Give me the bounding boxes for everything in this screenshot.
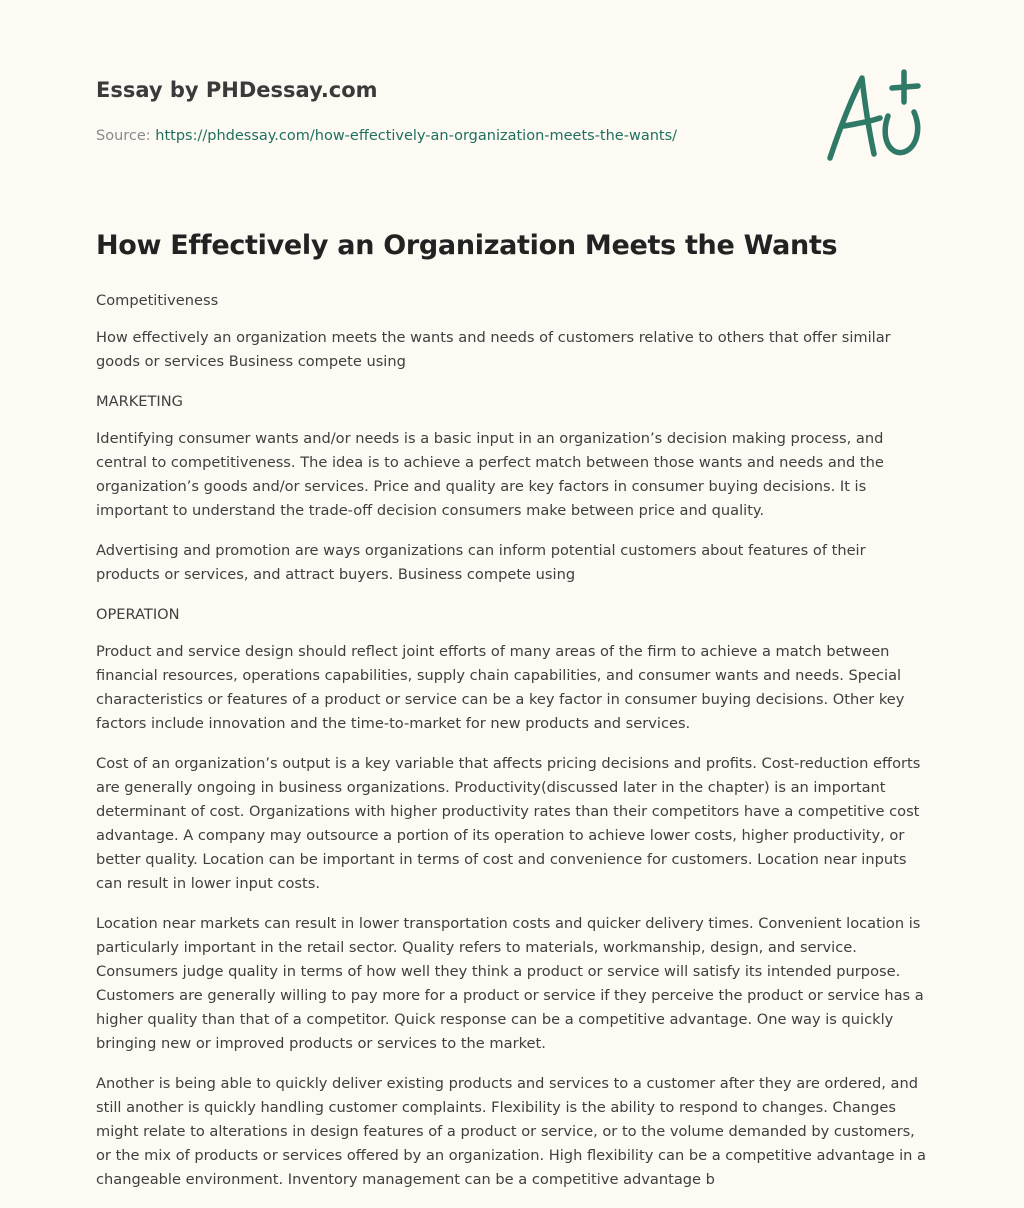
a-plus-logo-icon — [818, 66, 930, 166]
paragraph: Location near markets can result in lower transportation costs and quicker delivery times. Convenient location is particularly important in the retail sector. Quality refers to materials, workmanship, design, and service. Consumers judge quality in terms of how well they think a product or service will satisfy its intended purpose. Customers are generally willing to pay more for a product or service if they perceive the product or service has a higher quality than that of a competitor. Quick response can be a competitive advantage. One way is quickly bringing new or improved products or services to the market. — [96, 915, 924, 1052]
article-title: How Effectively an Organization Meets the Wants — [96, 230, 838, 261]
section-heading: MARKETING — [96, 393, 183, 410]
section-heading: Competitiveness — [96, 292, 219, 309]
source-line — [96, 126, 796, 146]
paragraph: Product and service design should reflect joint efforts of many areas of the firm to achieve a match between financial resources, operations capabilities, supply chain capabilities, and consumer wants and needs. Special characteristics or features of a product or service can be a key factor in consumer buying decisions. Other key factors include innovation and the time-to-market for new products and services. — [96, 643, 905, 732]
site-brand: Essay by PHDessay.com — [96, 78, 378, 102]
source-link[interactable]: https://phdessay.com/how-effectively-an-organization-meets-the-wants/ — [155, 128, 678, 144]
source-label: Source: — [96, 128, 156, 144]
paragraph: Another is being able to quickly deliver existing products and services to a customer after they are ordered, and still another is quickly handling customer complaints. Flexibility is the ability to respond to changes. Changes might relate to alterations in design features of a product or service, or to the volume demanded by customers, or the mix of products or services offered by an organization. High flexibility can be a competitive advantage in a changeable environment. Inventory management can be a competitive advantage b — [96, 1075, 926, 1188]
paragraph: How effectively an organization meets the wants and needs of customers relative to others that offer similar goods or services Business compete using — [96, 329, 891, 370]
paragraph: Cost of an organization’s output is a key variable that affects pricing decisions and profits. Cost-reduction efforts are generally ongoing in business organizations. Productivity(discussed later in the chapter) is an important determinant of cost. Organizations with higher productivity rates than their competitors have a competitive cost advantage. A company may outsource a portion of its operation to achieve lower costs, higher productivity, or better quality. Location can be important in terms of cost and convenience for customers. Location near inputs can result in lower input costs. — [96, 755, 921, 892]
paragraph: Identifying consumer wants and/or needs is a basic input in an organization’s decision making process, and central to competitiveness. The idea is to achieve a perfect match between those wants and needs and the organization’s goods and/or services. Price and quality are key factors in consumer buying decisions. It is important to understand the trade-off decision consumers make between price and quality. — [96, 430, 884, 519]
section-heading: OPERATION — [96, 606, 180, 623]
page-header — [96, 76, 796, 146]
article — [96, 224, 930, 1208]
paragraph: Advertising and promotion are ways organizations can inform potential customers about features of their products or services, and attract buyers. Business compete using — [96, 542, 866, 583]
